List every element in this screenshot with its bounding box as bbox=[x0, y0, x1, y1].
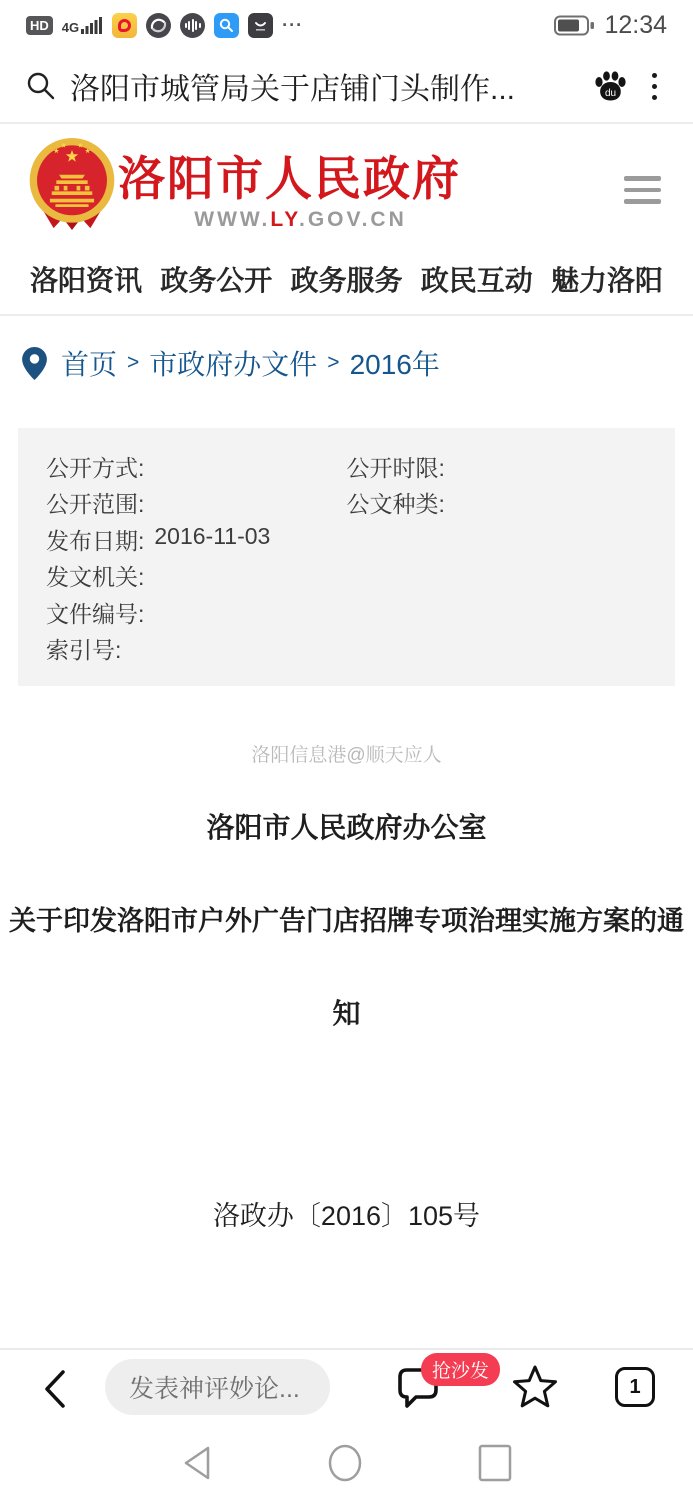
status-bar bbox=[0, 0, 693, 50]
site-header bbox=[0, 124, 693, 245]
breadcrumb-documents[interactable]: 市政府办文件 bbox=[149, 349, 318, 380]
document-org-line: 洛阳市人民政府办公室 bbox=[206, 812, 487, 843]
clock: 12:34 bbox=[604, 10, 667, 39]
breadcrumb bbox=[0, 316, 693, 410]
back-button[interactable] bbox=[42, 1368, 68, 1410]
nav-item-charming-luoyang[interactable]: 魅力洛阳 bbox=[550, 265, 663, 296]
network-indicator bbox=[62, 16, 103, 34]
voice-wave-glyph bbox=[185, 19, 201, 32]
browser-bottom-toolbar bbox=[0, 1348, 693, 1425]
nav-item-gov-services[interactable]: 政务服务 bbox=[290, 265, 403, 296]
meta-label-issuing-agency: 发文机关: bbox=[46, 564, 145, 591]
android-nav-bar bbox=[0, 1425, 693, 1500]
document-title-line: 关于印发洛阳市户外广告门店招牌专项治理实施方案的通 bbox=[9, 906, 684, 936]
document-meta-panel bbox=[18, 428, 675, 686]
site-title[interactable]: 洛阳市人民政府 bbox=[118, 152, 461, 205]
meta-value-publish-date: 2016-11-03 bbox=[154, 522, 271, 549]
meta-label-index-number: 索引号: bbox=[46, 637, 122, 664]
tab-count: 1 bbox=[629, 1375, 641, 1398]
breadcrumb-separator: > bbox=[327, 351, 340, 374]
weibo-app-icon bbox=[112, 13, 137, 38]
document-number: 洛政办〔2016〕105号 bbox=[212, 1201, 481, 1231]
meta-label-disclosure-period: 公开时限: bbox=[346, 454, 445, 481]
comment-input[interactable] bbox=[105, 1359, 330, 1415]
watermark-text: 洛阳信息港@顺天应人 bbox=[251, 745, 442, 766]
baidu-paw-icon[interactable] bbox=[592, 69, 628, 103]
signal-bars-icon bbox=[81, 16, 103, 34]
url-suffix: .GOV.CN bbox=[298, 208, 407, 231]
hd-indicator: HD bbox=[26, 16, 53, 35]
meta-label-document-type: 公文种类: bbox=[346, 491, 445, 518]
store-app-icon bbox=[248, 13, 273, 38]
menu-hamburger-icon[interactable] bbox=[620, 172, 665, 208]
search-app-icon bbox=[214, 13, 239, 38]
comments-button[interactable] bbox=[393, 1361, 490, 1419]
voice-app-icon bbox=[180, 13, 205, 38]
sofa-badge: 抢沙发 bbox=[421, 1353, 500, 1386]
weibo-eye-glyph bbox=[118, 19, 131, 32]
browser-glyph bbox=[150, 17, 167, 34]
status-more-indicator: ··· bbox=[282, 14, 304, 35]
battery-icon bbox=[554, 15, 596, 36]
breadcrumb-separator: > bbox=[127, 351, 140, 374]
site-url bbox=[118, 208, 483, 232]
breadcrumb-home[interactable]: 首页 bbox=[61, 349, 118, 380]
location-pin-icon bbox=[22, 347, 47, 380]
favorite-star-button[interactable] bbox=[512, 1364, 558, 1408]
nav-item-luoyang-news[interactable]: 洛阳资讯 bbox=[30, 265, 143, 296]
url-prefix: WWW. bbox=[194, 208, 271, 231]
tab-count-button[interactable] bbox=[615, 1367, 655, 1407]
svg-text:du: du bbox=[604, 88, 617, 99]
breadcrumb-year[interactable]: 2016年 bbox=[349, 349, 440, 380]
store-glyph bbox=[253, 18, 268, 33]
android-recents-button[interactable] bbox=[477, 1443, 513, 1483]
nav-item-gov-disclosure[interactable]: 政务公开 bbox=[160, 265, 273, 296]
browser-menu-icon[interactable] bbox=[642, 69, 667, 104]
browser-address-bar[interactable] bbox=[0, 50, 693, 124]
meta-label-disclosure-scope: 公开范围: bbox=[46, 491, 145, 518]
browser-app-icon bbox=[146, 13, 171, 38]
search-icon bbox=[26, 71, 56, 101]
nav-item-public-interaction[interactable]: 政民互动 bbox=[420, 265, 533, 296]
document-title-wrap: 知 bbox=[332, 998, 361, 1029]
meta-label-document-number: 文件编号: bbox=[46, 600, 145, 627]
android-home-button[interactable] bbox=[325, 1441, 365, 1485]
url-highlight: LY bbox=[270, 208, 299, 231]
national-emblem-logo bbox=[26, 136, 118, 232]
android-back-button[interactable] bbox=[181, 1443, 213, 1483]
meta-label-disclosure-method: 公开方式: bbox=[46, 454, 145, 481]
network-type-label: 4G bbox=[61, 20, 80, 35]
search-glyph bbox=[219, 18, 234, 33]
meta-label-publish-date: 发布日期: bbox=[46, 527, 145, 554]
main-nav bbox=[0, 245, 693, 313]
page-title: 洛阳市城管局关于店铺门头制作... bbox=[70, 73, 516, 106]
comment-placeholder: 发表神评妙论... bbox=[129, 1375, 300, 1403]
